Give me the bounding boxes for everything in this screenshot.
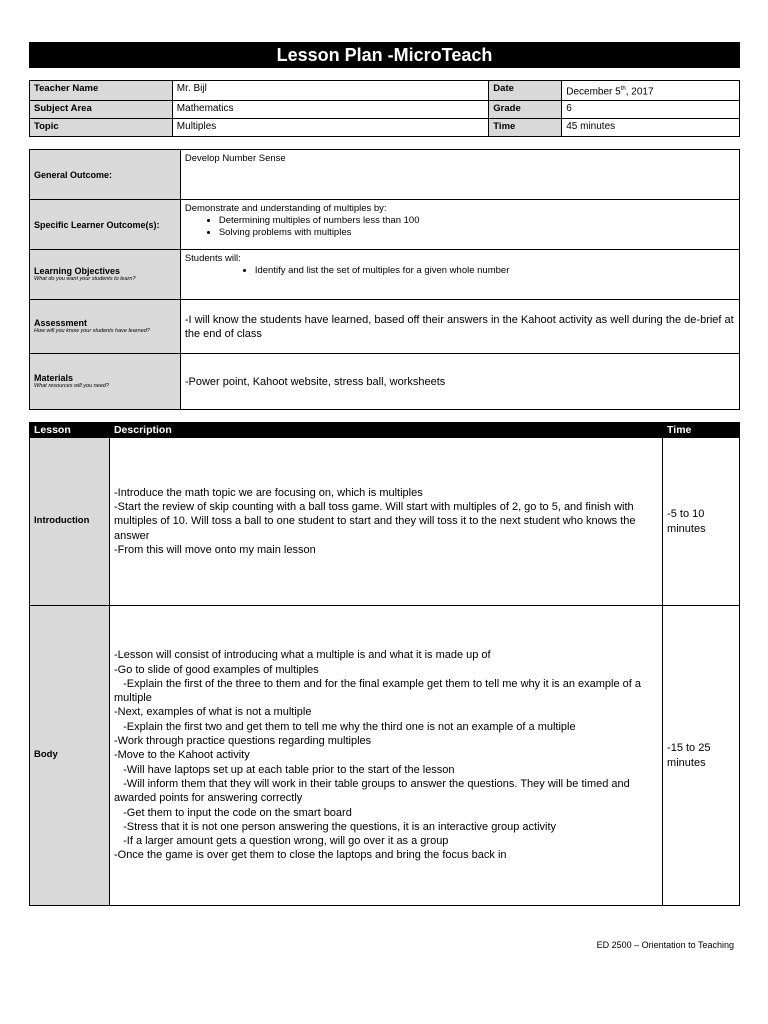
- specific-outcome-intro: Demonstrate and understanding of multiples by:: [184, 203, 387, 214]
- materials-label: [30, 354, 181, 410]
- introduction-row: [30, 438, 740, 606]
- learning-objectives-hint: What do you want your students to learn?: [34, 276, 136, 282]
- time-column-header: Time: [663, 423, 740, 438]
- lesson-column-header: Lesson: [30, 423, 110, 438]
- learning-objectives-list: [185, 265, 735, 277]
- body-time: -15 to 25 minutes: [663, 606, 740, 906]
- info-row: [30, 119, 740, 137]
- info-row: [30, 101, 740, 119]
- assessment-value: -I will know the students have learned, based off their answers in the Kahoot activity as well during the de-brief at the end of class: [180, 300, 739, 354]
- general-outcome-label: General Outcome:: [30, 150, 181, 200]
- specific-outcome-item: • Determining multiples of numbers less than 100: [219, 215, 735, 227]
- body-label: Body: [30, 606, 110, 906]
- date-suffix-sup: th: [620, 86, 626, 92]
- date-year: , 2017: [625, 86, 654, 98]
- date-value: [562, 81, 740, 101]
- subject-area-label: Subject Area: [30, 101, 173, 119]
- topic-label: Topic: [30, 119, 173, 137]
- description-column-header: Description: [109, 423, 662, 438]
- footer-course: ED 2500 – Orientation to Teaching: [596, 940, 734, 950]
- learning-objectives-item: • Identify and list the set of multiples for a given whole number: [255, 265, 735, 277]
- assessment-row: [30, 300, 740, 354]
- specific-outcome-label: Specific Learner Outcome(s):: [30, 200, 181, 250]
- learning-objectives-row: [30, 250, 740, 300]
- materials-row: [30, 354, 740, 410]
- body-description: -Lesson will consist of introducing what a multiple is and what it is made up of -Go to slide of good examples of multiples -Explain the first of the three to them and for the final example get them to tell me why it is an example of a multiple -Next, examples of what is not a multiple -Explain the first two and get them to tell me why the third one is not an example of a multiple -Work through practice questions regarding multiples -Move to the Kahoot activity -Will have laptops set up at each table prior to the start of the lesson -Will inform them that they will work in their table groups to answer the questions. They will be timed and awarded points for answering correctly -Get them to input the code on the smart board -Stress that it is not one person answering the questions, it is an interactive group activity -If a larger amount gets a question wrong, will go over it as a group -Once the game is over get them to close the laptops and bring the focus back in: [109, 606, 662, 906]
- materials-title: Materials: [34, 373, 74, 383]
- learning-objectives-intro: Students will:: [184, 253, 241, 264]
- body-row: [30, 606, 740, 906]
- outcomes-table: [29, 149, 740, 410]
- date-day: December 5: [566, 86, 621, 98]
- time-label: Time: [489, 119, 562, 137]
- page-title: Lesson Plan -MicroTeach: [29, 42, 740, 68]
- subject-area-value: Mathematics: [172, 101, 489, 119]
- teacher-name-label: Teacher Name: [30, 81, 173, 101]
- learning-objectives-label: [30, 250, 181, 300]
- introduction-label: Introduction: [30, 438, 110, 606]
- date-label: Date: [489, 81, 562, 101]
- learning-objectives-value: [180, 250, 739, 300]
- general-outcome-row: [30, 150, 740, 200]
- info-table: [29, 80, 740, 137]
- general-outcome-value: Develop Number Sense: [180, 150, 739, 200]
- specific-outcome-value: [180, 200, 739, 250]
- introduction-description: -Introduce the math topic we are focusing on, which is multiples -Start the review of skip counting with a ball toss game. Will start with multiples of 2, go to 5, and finish with multiples of 10. Will toss a ball to one student to start and they will toss it to the next student who knows the answer -From this will move onto my main lesson: [109, 438, 662, 606]
- materials-value: -Power point, Kahoot website, stress ball, worksheets: [180, 354, 739, 410]
- grade-label: Grade: [489, 101, 562, 119]
- specific-outcome-item: • Solving problems with multiples: [219, 227, 735, 239]
- assessment-label: [30, 300, 181, 354]
- specific-outcome-row: [30, 200, 740, 250]
- assessment-hint: How will you know your students have learned?: [34, 328, 150, 334]
- assessment-title: Assessment: [34, 318, 88, 328]
- lesson-header-row: [30, 423, 740, 438]
- materials-hint: What resources will you need?: [34, 383, 109, 389]
- time-value: 45 minutes: [562, 119, 740, 137]
- introduction-time: -5 to 10 minutes: [663, 438, 740, 606]
- teacher-name-value: Mr. Bijl: [172, 81, 489, 101]
- topic-value: Multiples: [172, 119, 489, 137]
- lesson-table: [29, 422, 740, 906]
- info-row: [30, 81, 740, 101]
- specific-outcome-list: [185, 215, 735, 239]
- learning-objectives-title: Learning Objectives: [34, 266, 121, 276]
- grade-value: 6: [562, 101, 740, 119]
